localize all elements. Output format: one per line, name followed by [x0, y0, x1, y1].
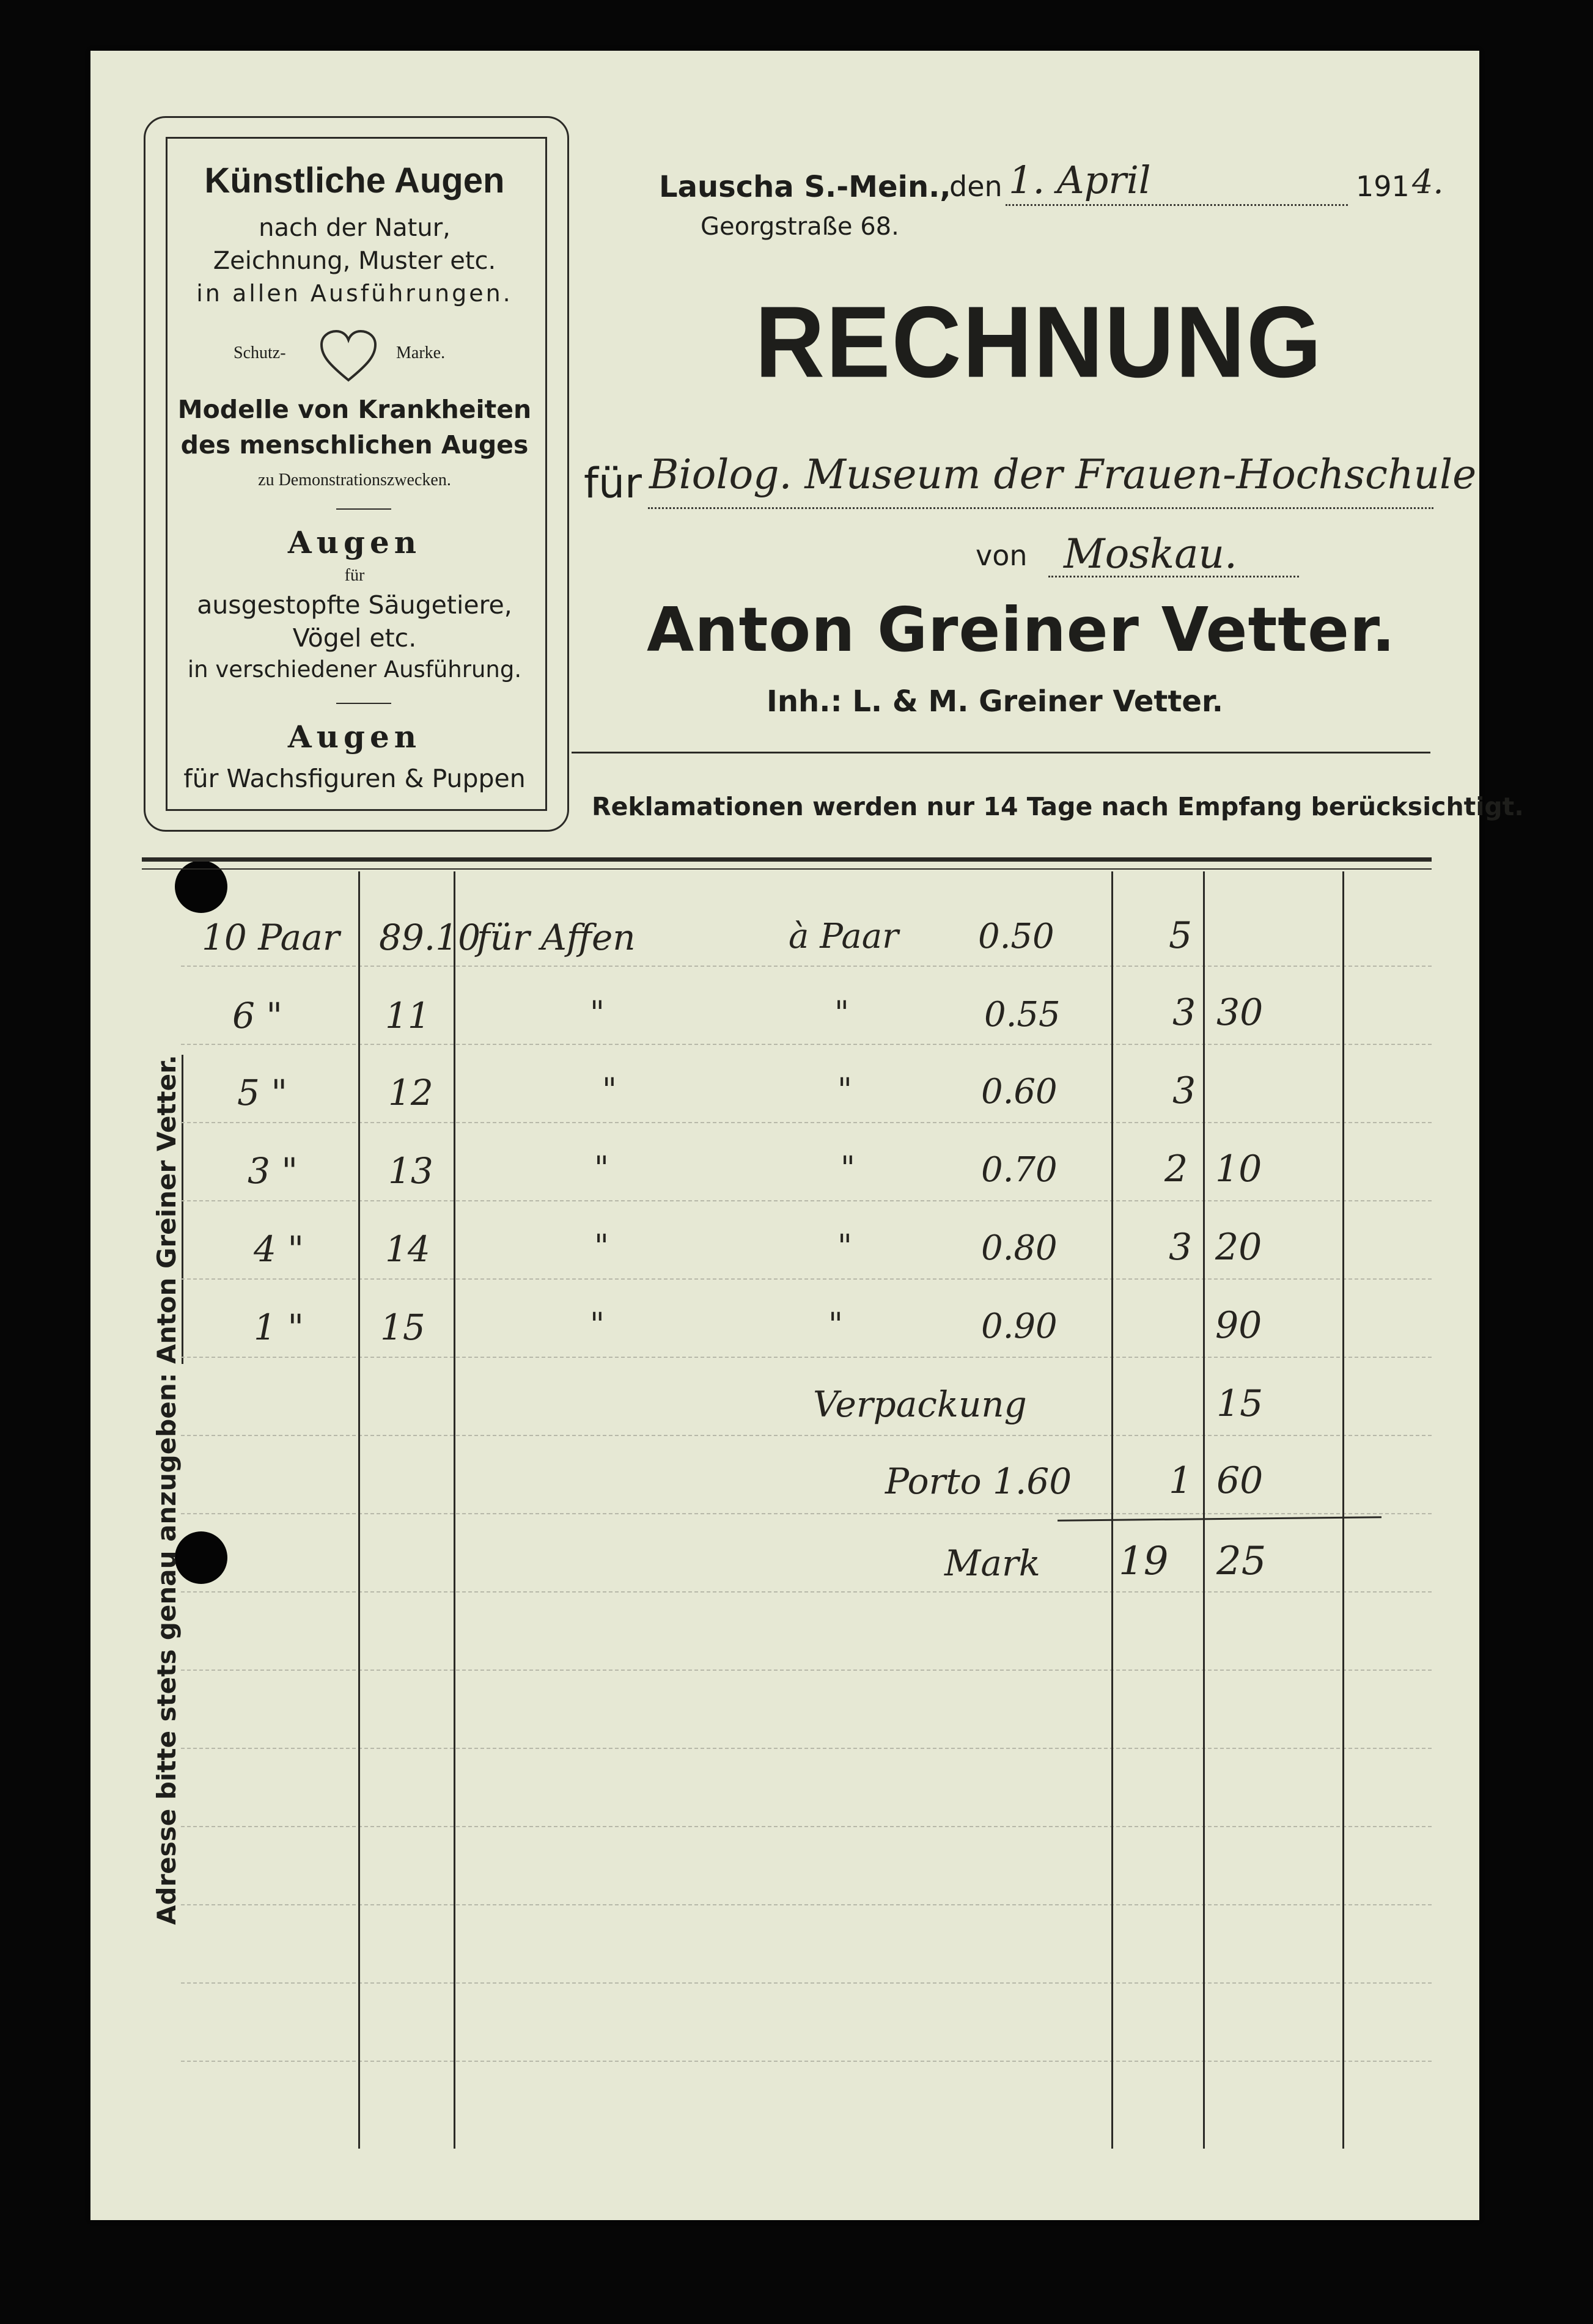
- ruled-line: [181, 1748, 1432, 1749]
- row-unit: ": [837, 1228, 852, 1265]
- row-amount-mark: 3: [1169, 1226, 1193, 1269]
- row-quantity: 4 ": [254, 1228, 304, 1270]
- advert-title: Künstliche Augen: [204, 161, 505, 200]
- year-handwritten: 4.: [1412, 163, 1444, 201]
- trademark-left: Schutz-: [234, 343, 286, 362]
- ruled-line: [181, 1278, 1432, 1280]
- advert-line-2: Zeichnung, Muster etc.: [213, 247, 496, 275]
- advert-line-3: in allen Ausführungen.: [196, 280, 513, 307]
- table-top-rule-thin: [142, 868, 1432, 870]
- eyes-line-1: ausgestopfte Säugetiere,: [197, 590, 512, 620]
- row-unit-price: 0.50: [978, 917, 1054, 956]
- row-amount-pfennig: 20: [1215, 1226, 1262, 1269]
- row-quantity: 3 ": [248, 1150, 298, 1192]
- total-label: Mark: [944, 1542, 1040, 1584]
- ruled-line: [181, 1904, 1432, 1905]
- row-description: ": [590, 1307, 605, 1343]
- row-unit-price: 0.70: [981, 1150, 1058, 1190]
- column-rule-description: [1111, 871, 1113, 2149]
- ruled-line: [181, 966, 1432, 967]
- side-address-name: Anton Greiner Vetter.: [152, 1055, 183, 1364]
- models-line-1: Modelle von Krankheiten: [177, 395, 532, 424]
- ruled-line: [181, 1044, 1432, 1045]
- row-unit-price: 0.55: [984, 995, 1061, 1035]
- date-handwritten: 1. April: [1009, 158, 1151, 202]
- ruled-line: [181, 2061, 1432, 2062]
- row-quantity: 6 ": [232, 995, 283, 1036]
- column-rule-mark: [1203, 871, 1205, 2149]
- den-label: den: [949, 170, 1003, 203]
- place-label: Lauscha S.-Mein.,: [659, 170, 951, 204]
- ruled-line: [181, 1200, 1432, 1201]
- row-article-number: 11: [385, 995, 430, 1036]
- row-description: für Affen: [477, 917, 636, 958]
- side-address-note: [152, 1055, 182, 1925]
- row-amount-pfennig: 30: [1216, 991, 1264, 1034]
- eyes-line-2: Vögel etc.: [292, 623, 417, 653]
- row-description: ": [594, 1228, 609, 1265]
- row-article-number: 89.10: [379, 917, 481, 958]
- total-mark: 19: [1119, 1539, 1169, 1584]
- eyes-line-3: in verschiedener Ausführung.: [187, 656, 522, 683]
- row-article-number: 13: [388, 1150, 433, 1192]
- ruled-line: [181, 1826, 1432, 1827]
- date-dotted-line: [1006, 204, 1348, 206]
- row-unit-price: 0.90: [981, 1307, 1058, 1346]
- recipient-dotted-line: [648, 507, 1433, 509]
- eyes-fuer-1: für: [344, 566, 365, 585]
- row-quantity: 5 ": [237, 1072, 288, 1113]
- trademark-right: Marke.: [396, 343, 446, 362]
- eyes-heading-1: Augen: [287, 524, 422, 560]
- row-article-number: 12: [388, 1072, 433, 1113]
- ruled-line: [181, 1670, 1432, 1671]
- document-title: RECHNUNG: [755, 285, 1323, 399]
- column-rule-quantity: [358, 871, 360, 2149]
- fuer-label: für: [584, 460, 642, 508]
- row-amount-mark: 5: [1169, 914, 1193, 957]
- street-label: Georgstraße 68.: [701, 213, 899, 241]
- postage-label: Porto 1.60: [885, 1461, 1072, 1502]
- row-unit-price: 0.80: [981, 1228, 1058, 1268]
- company-owner: Inh.: L. & M. Greiner Vetter.: [767, 684, 1223, 719]
- models-line-3: zu Demonstrationszwecken.: [258, 471, 451, 489]
- packing-label: Verpackung: [813, 1384, 1027, 1425]
- row-quantity: 10 Paar: [202, 917, 340, 958]
- ruled-line: [181, 1357, 1432, 1358]
- postage-mark: 1: [1169, 1459, 1193, 1502]
- ruled-line: [181, 1435, 1432, 1436]
- table-top-rule-thick: [142, 857, 1432, 862]
- models-line-2: des menschlichen Auges: [180, 430, 529, 460]
- advert-line-1: nach der Natur,: [259, 214, 451, 242]
- punch-hole-bottom: [175, 1531, 227, 1584]
- row-unit: ": [828, 1307, 843, 1343]
- row-unit-price: 0.60: [981, 1072, 1058, 1112]
- row-amount-pfennig: 90: [1215, 1304, 1262, 1347]
- eyes2-line-1: für Wachsfiguren & Puppen: [183, 764, 526, 793]
- company-name: Anton Greiner Vetter.: [647, 594, 1396, 665]
- column-rule-pfennig: [1342, 871, 1344, 2149]
- packing-pfennig: 15: [1216, 1382, 1264, 1425]
- row-article-number: 14: [385, 1228, 430, 1270]
- row-unit: ": [841, 1150, 855, 1187]
- advert-divider-2: [336, 703, 391, 704]
- row-unit: ": [837, 1072, 852, 1109]
- eyes-heading-2: Augen: [287, 719, 422, 755]
- postage-pfennig: 60: [1216, 1459, 1264, 1502]
- row-quantity: 1 ": [254, 1307, 304, 1348]
- row-unit: à Paar: [789, 917, 899, 956]
- total-pfennig: 25: [1216, 1539, 1267, 1584]
- row-amount-mark: 2: [1164, 1148, 1188, 1190]
- complaints-notice: Reklamationen werden nur 14 Tage nach Empfang berücksichtigt.: [592, 792, 1524, 821]
- side-address-prefix: Adresse bitte stets genau anzugeben:: [152, 1373, 182, 1925]
- row-amount-mark: 3: [1172, 991, 1196, 1034]
- row-amount-mark: 3: [1172, 1069, 1196, 1112]
- row-description: ": [590, 995, 605, 1032]
- advert-divider-1: [336, 508, 391, 510]
- row-amount-pfennig: 10: [1215, 1148, 1262, 1190]
- ruled-line: [181, 1591, 1432, 1593]
- row-description: ": [594, 1150, 609, 1187]
- header-rule: [572, 752, 1430, 753]
- column-rule-number: [454, 871, 455, 2149]
- von-label: von: [976, 539, 1028, 572]
- recipient-handwritten: Biolog. Museum der Frauen-Hochschule: [649, 451, 1477, 498]
- row-description: ": [602, 1072, 617, 1109]
- ruled-line: [181, 1982, 1432, 1984]
- ruled-line: [181, 1513, 1432, 1514]
- year-printed: 191: [1356, 170, 1410, 203]
- ruled-line: [181, 1122, 1432, 1123]
- row-article-number: 15: [380, 1307, 425, 1348]
- row-unit: ": [834, 995, 849, 1032]
- city-handwritten: Moskau.: [1064, 530, 1238, 577]
- heart-trademark-icon: [318, 329, 379, 384]
